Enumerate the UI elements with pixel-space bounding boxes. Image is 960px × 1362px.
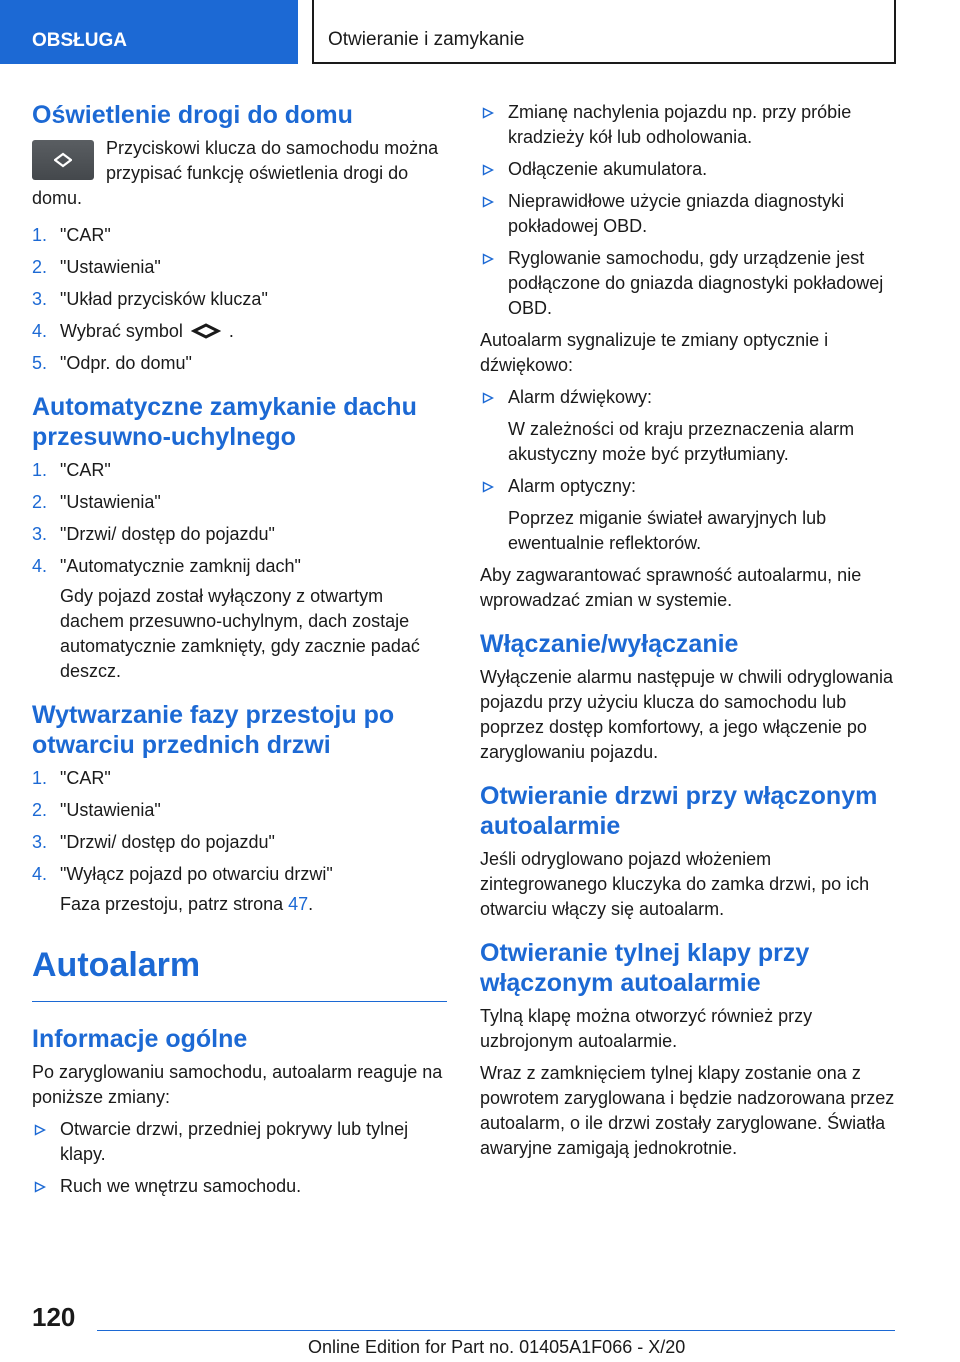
bullet-label: Alarm optyczny: — [508, 476, 637, 496]
footer-edition: Online Edition for Part no. 01405A1F066 - X/20 — [308, 1337, 686, 1357]
list-item — [480, 100, 898, 150]
list-item — [32, 830, 447, 855]
step-number: 3. — [32, 524, 48, 544]
list-item — [480, 246, 898, 321]
step-number: 2. — [32, 800, 48, 820]
step-text: Wybrać symbol — [60, 321, 183, 341]
heading-auto-roof-close: Automatyczne zamykanie dachu przesuwno-uchylnego — [32, 393, 417, 451]
step-text: "Automatycznie zamknij dach" — [60, 556, 301, 576]
list-item — [32, 554, 447, 579]
step-number: 2. — [32, 492, 48, 512]
alarm-type-list — [480, 385, 898, 556]
step-text: "Ustawienia" — [60, 800, 161, 820]
alarm-trigger-list — [32, 1117, 447, 1199]
step-text: "CAR" — [60, 225, 111, 245]
triangle-right-icon — [482, 253, 494, 265]
paragraph-tailgate-2: Wraz z zamknięciem tylnej klapy zostanie ona z powrotem zaryglowana i będzie nadzorowana przez autoalarm, o ile drzwi zostały zaryglowane. Światła awaryjne zamigają jednokrotnie. — [480, 1063, 895, 1158]
chapter-heading-alarm: Autoalarm — [32, 946, 201, 984]
step-text: "Ustawienia" — [60, 257, 161, 277]
step-text-end: . — [228, 321, 234, 341]
step-number: 1. — [32, 225, 48, 245]
bullet-text: Otwarcie drzwi, przedniej pokrywy lub tylnej klapy. — [60, 1119, 409, 1164]
bullet-text: Ruch we wnętrzu samochodu. — [60, 1176, 302, 1196]
triangle-right-icon — [482, 107, 494, 119]
chapter-header — [312, 0, 896, 64]
step-number: 4. — [32, 321, 48, 341]
step-number: 1. — [32, 768, 48, 788]
section-tab — [0, 0, 298, 64]
steps-standby-phase — [32, 766, 447, 887]
step-text: "CAR" — [60, 460, 111, 480]
chapter-title: Otwieranie i zamykanie — [328, 29, 525, 50]
alarm-trigger-list-continued — [480, 100, 898, 321]
step-text: "Drzwi/ dostęp do pojazdu" — [60, 832, 275, 852]
heading-door-open-armed: Otwieranie drzwi przy włączonym autoalarmie — [480, 782, 878, 840]
note-text: Faza przestoju, patrz strona — [60, 894, 284, 914]
page-number: 120 — [32, 1302, 76, 1332]
footer-divider — [97, 1330, 895, 1331]
list-item — [32, 862, 447, 887]
list-item — [32, 223, 447, 248]
home-lighting-symbol-icon — [191, 323, 221, 339]
key-button-image — [32, 140, 94, 180]
steps-auto-roof-close — [32, 458, 447, 579]
step-text: "Wyłącz pojazd po otwarciu drzwi" — [60, 864, 333, 884]
step-number: 4. — [32, 864, 48, 884]
list-item — [480, 385, 898, 467]
triangle-right-icon — [482, 481, 494, 493]
heading-divider — [32, 1001, 447, 1002]
list-item — [32, 351, 447, 376]
step-text: "CAR" — [60, 768, 111, 788]
paragraph-alarm-signals: Autoalarm sygnalizuje te zmiany optycznie i dźwiękowo: — [480, 330, 829, 375]
bullet-text: Zmianę nachylenia pojazdu np. przy próbie kradzieży kół lub odholowania. — [508, 102, 852, 147]
section-label: OBSŁUGA — [32, 30, 127, 51]
step-number: 3. — [32, 289, 48, 309]
triangle-right-icon — [482, 196, 494, 208]
step-text: "Ustawienia" — [60, 492, 161, 512]
bullet-text: Nieprawidłowe użycie gniazda diagnostyki pokładowej OBD. — [508, 191, 845, 236]
paragraph-arm-disarm: Wyłączenie alarmu następuje w chwili odryglowania pojazdu przy użyciu klucza do samochodu lub poprzez dostęp komfortowy, a jego włączenie po zaryglowaniu pojazdu. — [480, 667, 894, 762]
step-number: 4. — [32, 556, 48, 576]
triangle-right-icon — [482, 164, 494, 176]
list-item — [32, 1174, 447, 1199]
step-number: 2. — [32, 257, 48, 277]
left-column — [32, 100, 447, 1206]
list-item — [32, 522, 447, 547]
list-item — [32, 319, 447, 344]
list-item — [32, 766, 447, 791]
list-item — [32, 255, 447, 280]
step-text: "Odpr. do domu" — [60, 353, 192, 373]
triangle-right-icon — [34, 1181, 46, 1193]
note-auto-roof-close: Gdy pojazd został wyłączony z otwartym dachem przesuwno-uchylnym, dach zostaje automatycznie zamknięty, gdy zacznie padać deszcz. — [60, 586, 420, 681]
note-standby-phase — [32, 892, 447, 917]
paragraph-door-open-armed: Jeśli odryglowano pojazd włożeniem zintegrowanego kluczyka do zamka drzwi, po ich otwarciu włączy się autoalarm. — [480, 849, 870, 919]
list-item — [32, 287, 447, 312]
list-item — [480, 474, 898, 556]
step-number: 1. — [32, 460, 48, 480]
triangle-right-icon — [482, 392, 494, 404]
list-item — [32, 798, 447, 823]
heading-tailgate-open-armed: Otwieranie tylnej klapy przy włączonym autoalarmie — [480, 939, 810, 997]
step-text: "Układ przycisków klucza" — [60, 289, 268, 309]
list-item — [32, 458, 447, 483]
paragraph-tailgate-1: Tylną klapę można otworzyć również przy uzbrojonym autoalarmie. — [480, 1006, 813, 1051]
step-text: "Drzwi/ dostęp do pojazdu" — [60, 524, 275, 544]
step-number: 5. — [32, 353, 48, 373]
list-item — [32, 490, 447, 515]
intro-home-lighting — [32, 136, 447, 211]
triangle-right-icon — [34, 1124, 46, 1136]
paragraph-no-changes: Aby zagwarantować sprawność autoalarmu, nie wprowadzać zmian w systemie. — [480, 565, 862, 610]
bullet-text: Odłączenie akumulatora. — [508, 159, 708, 179]
step-number: 3. — [32, 832, 48, 852]
bullet-description: W zależności od kraju przeznaczenia alarm akustyczny może być przytłumiany. — [508, 419, 855, 464]
list-item — [32, 1117, 447, 1167]
steps-home-lighting — [32, 223, 447, 376]
heading-standby-phase: Wytwarzanie fazy przestoju po otwarciu przednich drzwi — [32, 701, 395, 759]
list-item — [480, 189, 898, 239]
paragraph-general-info: Po zaryglowaniu samochodu, autoalarm reaguje na poniższe zmiany: — [32, 1062, 443, 1107]
page-reference-link[interactable]: 47 — [288, 894, 309, 914]
note-end: . — [308, 894, 314, 914]
right-column — [480, 100, 898, 1168]
bullet-label: Alarm dźwiękowy: — [508, 387, 653, 407]
bullet-description: Poprzez miganie świateł awaryjnych lub ewentualnie reflektorów. — [508, 508, 827, 553]
intro-text: Przyciskowi klucza do samochodu można przypisać funkcję oświetlenia drogi do domu. — [32, 138, 439, 208]
heading-arm-disarm: Włączanie/wyłączanie — [480, 630, 739, 658]
bullet-text: Ryglowanie samochodu, gdy urządzenie jest podłączone do gniazda diagnostyki pokładowej OBD. — [508, 248, 884, 318]
heading-general-info: Informacje ogólne — [32, 1025, 248, 1053]
list-item — [480, 157, 898, 182]
home-lighting-diamond-icon — [54, 152, 72, 168]
heading-home-lighting: Oświetlenie drogi do domu — [32, 101, 353, 129]
